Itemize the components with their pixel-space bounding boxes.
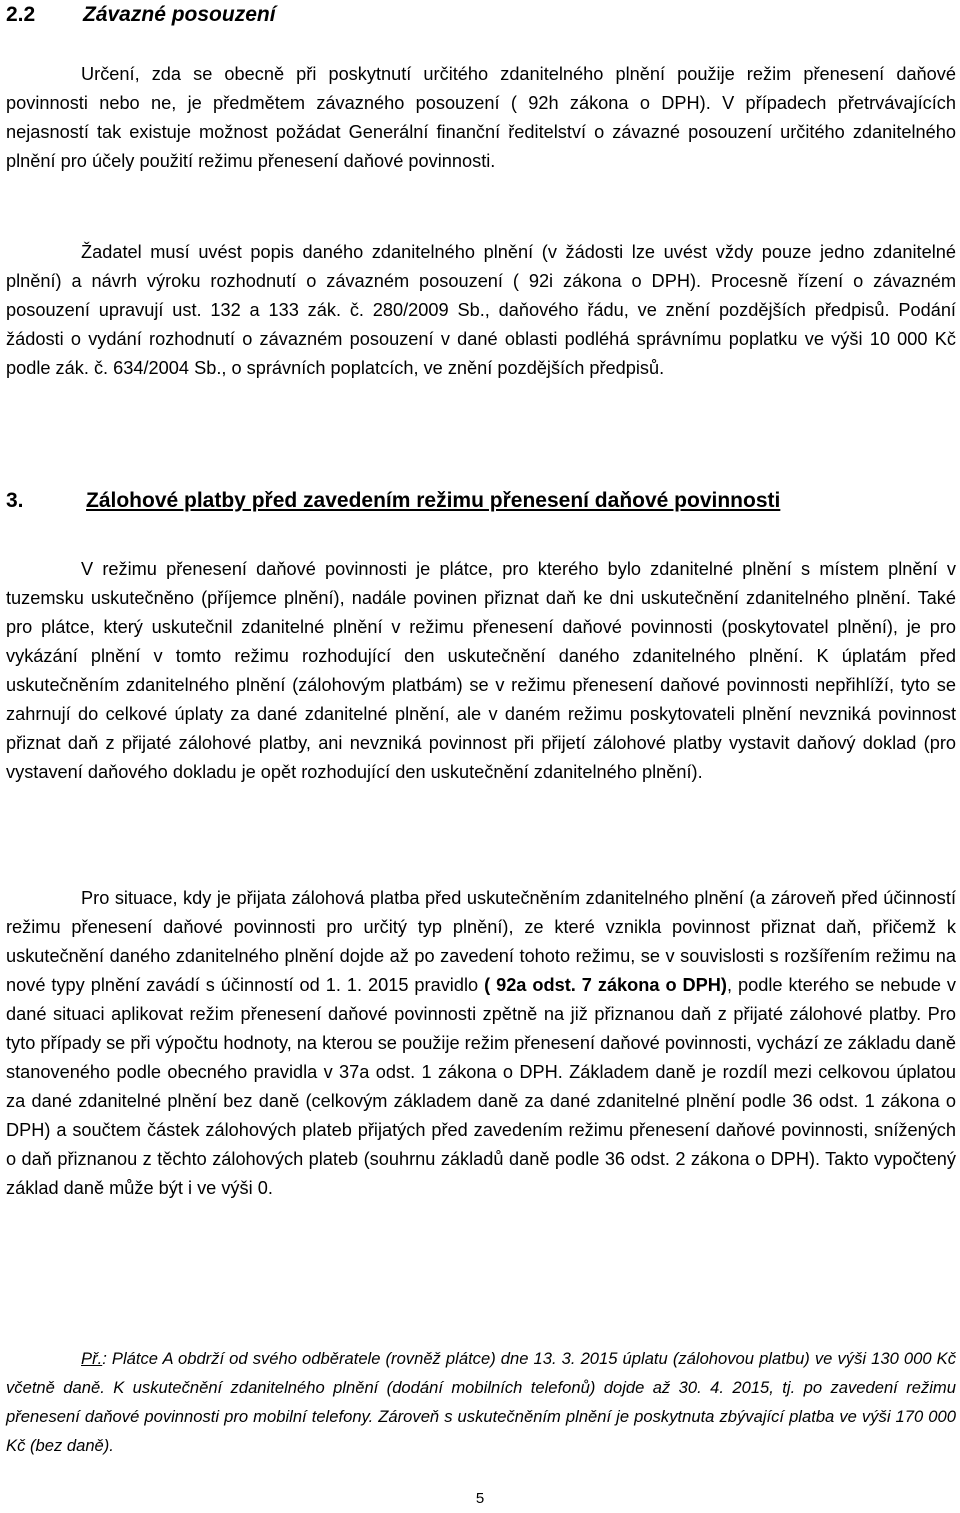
chapter-title: Zálohové platby před zavedením režimu přenesení daňové povinnosti xyxy=(86,489,781,512)
paragraph-advance-payments: V režimu přenesení daňové povinnosti je plátce, pro kterého bylo zdanitelné plnění s místem plnění v tuzemsku uskutečněno (příjemce plnění), nadále povinen přiznat daň ke dni uskutečnění zdanitelného plnění. Také pro plátce, který uskutečnil zdanitelné plnění v režimu přenesení daňové povinnosti (poskytovatel plnění), je pro vykázání plnění v tomto režimu rozhodující den uskutečnění daného zdanitelného plnění. K úplatám před uskutečněním zdanitelného plnění (zálohovým platbám) se v režimu přenesení daňové povinnosti nepřihlíží, tyto se zahrnují do celkové úplaty za dané zdanitelné plnění, ale v daném režimu poskytovateli plnění nevzniká povinnost přiznat daň z přijaté zálohové platby, ani nevzniká povinnost při přijetí zálohové platby vystavit daňový doklad (pro vystavení daňového dokladu je opět rozhodující den uskutečnění zdanitelného plnění). xyxy=(6,559,956,782)
transition-rule-end: , podle kterého se nebude v dané situaci aplikovat režim přenesení daňové povinnosti zpětně na již přiznanou daň z přijaté zálohové platby. Pro tyto případy se při výpočtu hodnoty, na kterou se použije režim přenesení daňové povinnosti, vychází ze základu daně stanoveného podle obecného pravidla v 37a odst. 1 zákona o DPH. Základem daně je rozdíl mezi celkovou úplatou za dané zdanitelné plnění bez daně (celkovým základem daně za dané zdanitelné plnění podle 36 odst. 1 zákona o DPH) a součtem částek zálohových plateb přijatých před zavedením režimu přenesení daňové povinnosti, snížených o daň přiznanou z těchto zálohových plateb (souhrnu základů daně podle 36 odst. 2 zákona o DPH). Takto vypočtený základ daně může být i ve výši 0. xyxy=(6,975,957,1198)
chapter-heading xyxy=(6,489,780,513)
legal-reference-92a: ( 92a odst. 7 zákona o DPH) xyxy=(484,975,727,995)
paragraph-application-requirements: Žadatel musí uvést popis daného zdanitelného plnění (v žádosti lze uvést vždy pouze jedno zdanitelné plnění) a návrh výroku rozhodnutí o závazném posouzení ( 92i zákona o DPH). Procesně řízení o závazném posouzení upravují ust. 132 a 133 zák. č. 280/2009 Sb., daňového řádu, ve znění pozdějších předpisů. Podání žádosti o vydání rozhodnutí o závazném posouzení v dané oblasti podléhá správnímu poplatku ve výši 10 000 Kč podle zák. č. 634/2004 Sb., o správních poplatcích, ve znění pozdějších předpisů. xyxy=(6,242,956,378)
section-number: 2.2 xyxy=(6,3,36,26)
section-heading xyxy=(6,3,276,27)
paragraph-transition-rule xyxy=(6,884,956,1203)
page-number: 5 xyxy=(475,1490,485,1507)
chapter-number: 3. xyxy=(6,489,24,512)
example-text: : Plátce A obdrží od svého odběratele (rovněž plátce) dne 13. 3. 2015 úplatu (zálohovou platbu) ve výši 130 000 Kč včetně daně. K uskutečnění zdanitelného plnění (dodání mobilních telefonů) dojde až 30. 4. 2015, tj. po zavedení režimu přenesení daňové povinnosti pro mobilní telefony. Zároveň s uskutečněním plnění je poskytnuta zbývající platba ve výši 170 000 Kč (bez daně). xyxy=(6,1349,956,1455)
paragraph-binding-ruling: Určení, zda se obecně při poskytnutí určitého zdanitelného plnění použije režim přenesení daňové povinnosti nebo ne, je předmětem závazného posouzení ( 92h zákona o DPH). V případech přetrvávajících nejasností tak existuje možnost požádat Generální finanční ředitelství o závazné posouzení určitého zdanitelného plnění pro účely použití režimu přenesení daňové povinnosti. xyxy=(6,64,956,171)
transition-rule-start: Pro situace, kdy je přijata zálohová platba před uskutečněním zdanitelného plnění (a zároveň před účinností režimu přenesení daňové povinnosti pro určitý typ plnění), ze které vznikla povinnost přiznat daň, přičemž k uskutečnění daného zdanitelného plnění dojde až po zavedení tohoto režimu, se v souvislosti s rozšířením režimu na nové typy plnění zavádí s účinností od 1. 1. 2015 pravidlo xyxy=(6,888,956,995)
example-label: Př. xyxy=(81,1349,103,1368)
example-paragraph xyxy=(6,1344,956,1460)
section-title: Závazné posouzení xyxy=(83,3,276,26)
